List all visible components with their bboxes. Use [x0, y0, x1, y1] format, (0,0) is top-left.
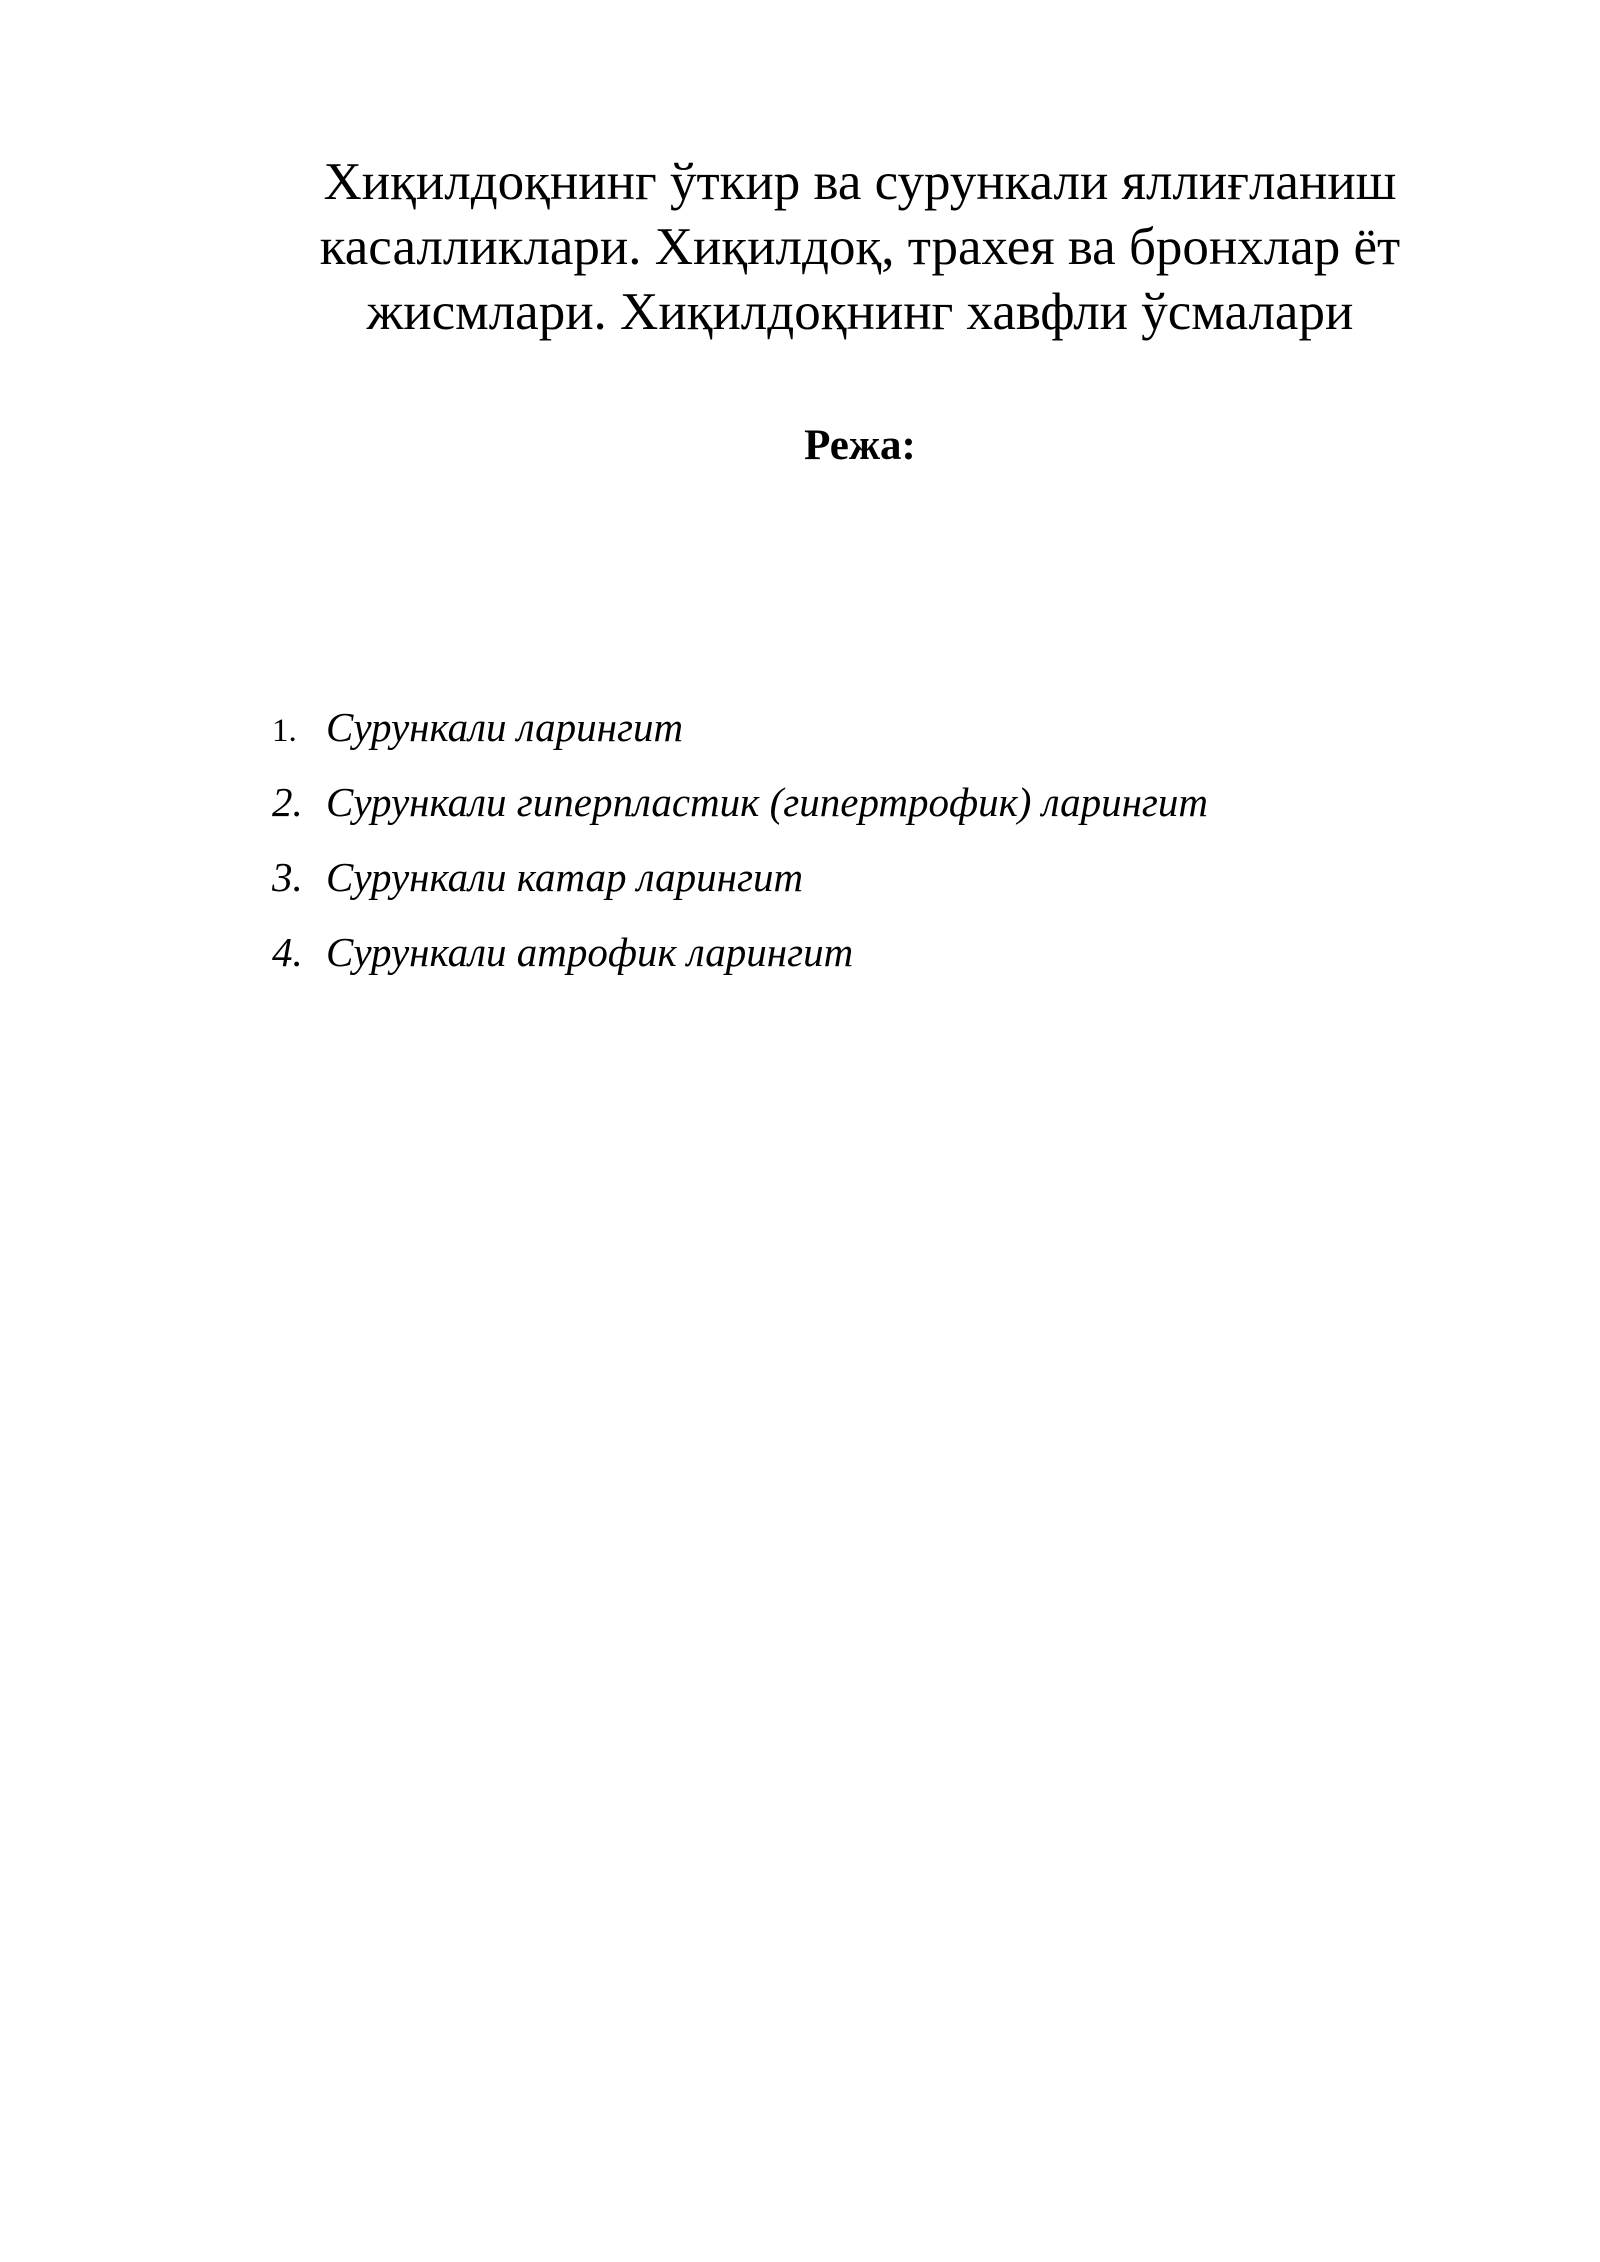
list-item-number: 3. [272, 854, 303, 900]
title-line: касалликлари. Хиқилдоқ, трахея ва бронхлар ёт [319, 218, 1401, 276]
list-item-number: 1. [272, 713, 297, 749]
title-line: Хиқилдоқнинг ўткир ва сурункали яллиғланиш [323, 153, 1397, 211]
list-item [272, 922, 1372, 997]
list-item-text: Сурункали ларингит [326, 704, 684, 750]
list-item-number: 2. [272, 779, 303, 825]
list-item-number: 4. [272, 929, 303, 975]
list-item [272, 772, 1372, 847]
list-item [272, 697, 1372, 772]
title-line: жисмлари. Хиқилдоқнинг хавфли ўсмалари [366, 283, 1354, 341]
plan-list [272, 697, 1372, 997]
list-item-text: Сурункали гиперпластик (гипертрофик) ларингит [326, 779, 1209, 825]
list-item-text: Сурункали атрофик ларингит [326, 929, 854, 975]
list-item-text: Сурункали катар ларингит [326, 854, 804, 900]
plan-heading: Режа: [804, 422, 916, 469]
document-title [240, 150, 1480, 345]
list-item [272, 847, 1372, 922]
